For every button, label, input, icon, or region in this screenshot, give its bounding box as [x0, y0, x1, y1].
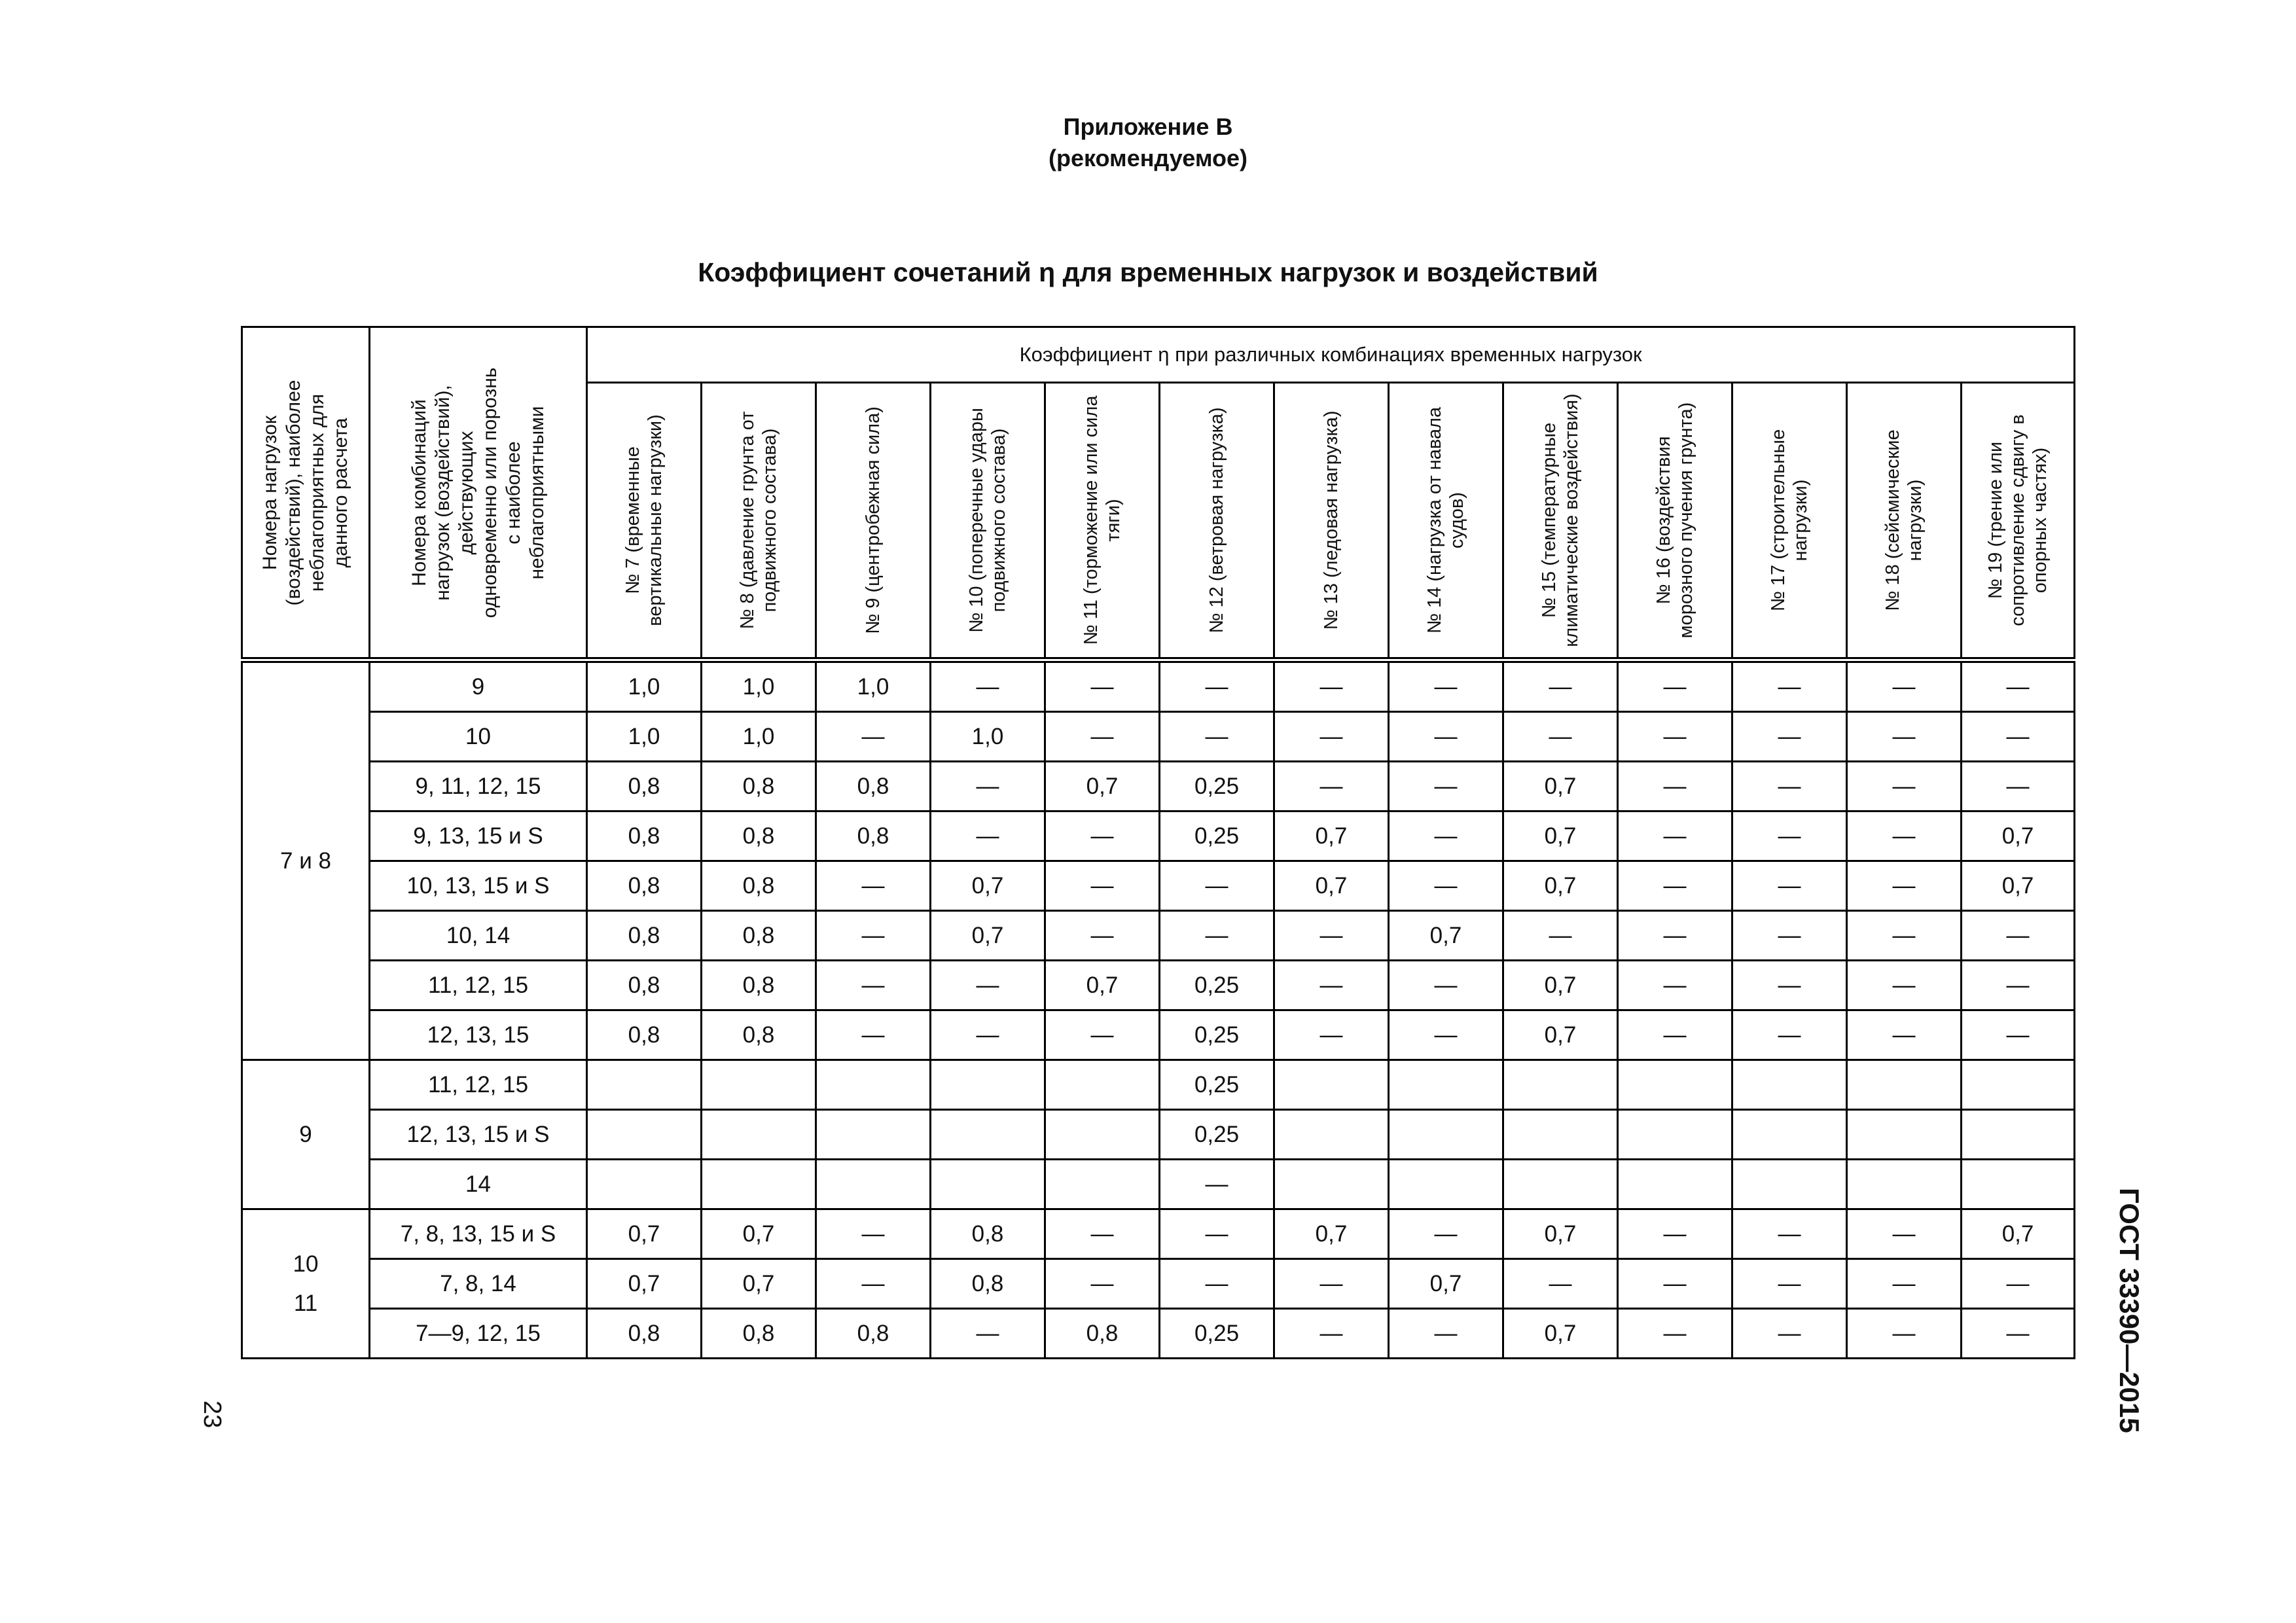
- coefficient-cell: 0,7: [931, 911, 1045, 961]
- coefficient-cell: —: [1045, 861, 1160, 911]
- coefficient-cell: —: [1732, 1209, 1847, 1259]
- load-header-16: [1618, 383, 1732, 660]
- coefficient-cell: —: [1962, 762, 2075, 812]
- load-header-text: № 13 (ледовая нагрузка): [1321, 410, 1342, 630]
- coefficient-cell: —: [1503, 1259, 1618, 1309]
- load-header-text: № 8 (давление грунта от подвижного состава): [737, 411, 780, 630]
- coefficient-cell: 0,7: [1503, 1010, 1618, 1060]
- coefficient-cell: [587, 1060, 702, 1110]
- coefficient-cell: [931, 1160, 1045, 1209]
- group-cell-2: [242, 1060, 370, 1209]
- coefficient-cell: —: [1160, 1259, 1274, 1309]
- coefficient-cell: 0,8: [702, 762, 816, 812]
- coefficient-cell: —: [1732, 911, 1847, 961]
- combination-cell: 9: [370, 660, 587, 712]
- group-label: 10: [293, 1251, 319, 1277]
- coefficient-cell: 1,0: [587, 660, 702, 712]
- coefficient-cell: [1962, 1110, 2075, 1160]
- coefficient-cell: —: [816, 712, 931, 762]
- header-worst-loads: [242, 327, 370, 660]
- coefficient-cell: [1503, 1160, 1618, 1209]
- coefficient-cell: 0,7: [1274, 861, 1389, 911]
- coefficient-cell: —: [931, 961, 1045, 1010]
- coefficient-cell: —: [1962, 911, 2075, 961]
- coefficient-cell: 0,8: [587, 861, 702, 911]
- coefficient-cell: —: [1045, 660, 1160, 712]
- coefficient-cell: [1618, 1160, 1732, 1209]
- appendix-heading: [0, 111, 2296, 174]
- load-header-14: [1389, 383, 1503, 660]
- coefficient-cell: [1618, 1060, 1732, 1110]
- coefficient-cell: —: [1045, 911, 1160, 961]
- header-combinations-text: Номера комбинаций нагрузок (воздействий), действующих одновременно или порознь с наиболее неблагоприятными: [408, 367, 548, 618]
- coefficient-cell: —: [1962, 712, 2075, 762]
- coefficient-cell: —: [1274, 911, 1389, 961]
- coefficient-cell: 0,7: [1962, 1209, 2075, 1259]
- coefficient-cell: 0,8: [702, 961, 816, 1010]
- coefficient-cell: —: [816, 1010, 931, 1060]
- table-row: [242, 1309, 2075, 1359]
- coefficient-cell: 1,0: [587, 712, 702, 762]
- table-row: [242, 911, 2075, 961]
- coefficient-cell: 0,25: [1160, 1309, 1274, 1359]
- coefficient-cell: —: [1618, 660, 1732, 712]
- coefficient-cell: —: [931, 812, 1045, 861]
- table-row: [242, 1160, 2075, 1209]
- group-label: 7 и 8: [280, 847, 331, 874]
- load-header-text: № 14 (нагрузка от навала судов): [1424, 406, 1467, 634]
- coefficient-cell: —: [1618, 911, 1732, 961]
- coefficient-cell: 0,7: [1503, 1209, 1618, 1259]
- coefficient-cell: —: [1618, 961, 1732, 1010]
- load-header-8: [702, 383, 816, 660]
- load-header-15: [1503, 383, 1618, 660]
- coefficient-cell: —: [1160, 1209, 1274, 1259]
- coefficient-cell: —: [1732, 762, 1847, 812]
- coefficient-cell: —: [1847, 1010, 1962, 1060]
- coefficient-cell: —: [1847, 1309, 1962, 1359]
- coefficient-cell: —: [1962, 1259, 2075, 1309]
- combination-cell: 10, 13, 15 и S: [370, 861, 587, 911]
- coefficient-cell: 0,8: [816, 812, 931, 861]
- coefficient-cell: —: [1962, 660, 2075, 712]
- coefficient-cell: 1,0: [702, 660, 816, 712]
- table-row: [242, 1259, 2075, 1309]
- coefficient-cell: —: [1732, 1259, 1847, 1309]
- document-code: ГОСТ 33390—2015: [2114, 1188, 2145, 1433]
- load-header-7: [587, 383, 702, 660]
- coefficient-cell: [1847, 1060, 1962, 1110]
- coefficient-cell: —: [1389, 1010, 1503, 1060]
- coefficient-cell: —: [1389, 861, 1503, 911]
- coefficient-cell: 0,25: [1160, 1060, 1274, 1110]
- coefficient-cell: 0,7: [587, 1209, 702, 1259]
- group-cell-3: [242, 1209, 370, 1359]
- coefficient-cell: [1847, 1160, 1962, 1209]
- coefficient-cell: —: [1732, 1010, 1847, 1060]
- load-header-12: [1160, 383, 1274, 660]
- coefficient-cell: —: [1618, 812, 1732, 861]
- table-row: [242, 1110, 2075, 1160]
- coefficient-cell: —: [1274, 660, 1389, 712]
- coefficient-cell: [1389, 1110, 1503, 1160]
- coefficient-cell: —: [1732, 1309, 1847, 1359]
- coefficient-cell: [816, 1110, 931, 1160]
- coefficient-cell: —: [1045, 1209, 1160, 1259]
- load-header-13: [1274, 383, 1389, 660]
- coefficient-cell: 0,7: [1503, 812, 1618, 861]
- coefficient-cell: [1274, 1160, 1389, 1209]
- coefficient-cell: —: [1732, 660, 1847, 712]
- coefficient-cell: 0,8: [587, 911, 702, 961]
- combination-cell: 10, 14: [370, 911, 587, 961]
- coefficient-cell: —: [1389, 660, 1503, 712]
- coefficient-cell: 0,7: [587, 1259, 702, 1309]
- coefficient-cell: 0,7: [1274, 1209, 1389, 1259]
- coefficient-cell: 1,0: [816, 660, 931, 712]
- coefficient-cell: [1847, 1110, 1962, 1160]
- coefficient-cell: [1732, 1060, 1847, 1110]
- coefficient-cell: [702, 1160, 816, 1209]
- coefficient-cell: —: [1847, 911, 1962, 961]
- coefficient-cell: —: [1847, 1209, 1962, 1259]
- load-header-9: [816, 383, 931, 660]
- combination-cell: 9, 13, 15 и S: [370, 812, 587, 861]
- table-row: [242, 812, 2075, 861]
- coefficient-cell: —: [1274, 1309, 1389, 1359]
- coefficient-cell: 0,7: [931, 861, 1045, 911]
- coefficient-cell: —: [1618, 1309, 1732, 1359]
- coefficient-cell: —: [931, 1309, 1045, 1359]
- coefficient-cell: [1503, 1060, 1618, 1110]
- table-title: Коэффициент сочетаний η для временных нагрузок и воздействий: [698, 257, 1598, 287]
- combination-cell: 7—9, 12, 15: [370, 1309, 587, 1359]
- coefficient-cell: —: [1618, 861, 1732, 911]
- load-header-18: [1847, 383, 1962, 660]
- coefficient-cell: 0,7: [1045, 762, 1160, 812]
- coefficient-cell: —: [1618, 762, 1732, 812]
- coefficient-cell: —: [1618, 712, 1732, 762]
- table-row: [242, 712, 2075, 762]
- coefficient-cell: 0,8: [702, 1309, 816, 1359]
- header-combinations: [370, 327, 587, 660]
- load-header-19: [1962, 383, 2075, 660]
- coefficient-cell: [702, 1060, 816, 1110]
- group-label: 9: [299, 1121, 312, 1147]
- coefficient-cell: 0,7: [1045, 961, 1160, 1010]
- coefficient-cell: —: [816, 1209, 931, 1259]
- coefficient-cell: —: [1045, 812, 1160, 861]
- coefficient-cell: —: [1618, 1259, 1732, 1309]
- coefficient-cell: [1732, 1110, 1847, 1160]
- coefficient-cell: —: [1503, 660, 1618, 712]
- coefficient-cell: —: [1274, 762, 1389, 812]
- coefficient-cell: —: [816, 1259, 931, 1309]
- coefficient-cell: 0,7: [1962, 861, 2075, 911]
- coefficient-cell: [587, 1110, 702, 1160]
- coefficient-cell: —: [1045, 1010, 1160, 1060]
- coefficient-cell: 0,8: [587, 762, 702, 812]
- coefficient-cell: —: [816, 861, 931, 911]
- coefficient-cell: 0,8: [702, 911, 816, 961]
- coefficient-cell: [1389, 1160, 1503, 1209]
- coefficient-cell: —: [1618, 1209, 1732, 1259]
- combination-cell: 11, 12, 15: [370, 961, 587, 1010]
- coefficient-cell: —: [1160, 660, 1274, 712]
- coefficient-cell: —: [1160, 911, 1274, 961]
- combination-cell: 14: [370, 1160, 587, 1209]
- coefficient-cell: [1618, 1110, 1732, 1160]
- coefficient-cell: 0,25: [1160, 1010, 1274, 1060]
- page-number-box: [196, 1400, 236, 1440]
- coefficient-cell: —: [1847, 660, 1962, 712]
- coefficient-cell: —: [1847, 1259, 1962, 1309]
- coefficient-cell: [1045, 1060, 1160, 1110]
- coefficient-cell: 0,8: [587, 961, 702, 1010]
- coefficient-table: [241, 326, 2075, 1359]
- coefficient-cell: [702, 1110, 816, 1160]
- coefficient-cell: —: [1160, 1160, 1274, 1209]
- coefficient-cell: —: [1503, 911, 1618, 961]
- coefficient-cell: 0,8: [931, 1209, 1045, 1259]
- load-header-text: № 17 (строительные нагрузки): [1768, 429, 1811, 612]
- load-header-text: № 11 (торможение или сила тяги): [1081, 395, 1124, 645]
- coefficient-cell: —: [816, 911, 931, 961]
- coefficient-cell: 0,8: [816, 762, 931, 812]
- coefficient-cell: —: [1274, 1259, 1389, 1309]
- coefficient-cell: 0,7: [1962, 812, 2075, 861]
- coefficient-cell: —: [1389, 1309, 1503, 1359]
- header-coefficient-group: Коэффициент η при различных комбинациях временных нагрузок: [587, 327, 2075, 383]
- table-row: [242, 660, 2075, 712]
- combination-cell: 10: [370, 712, 587, 762]
- coefficient-cell: —: [1389, 762, 1503, 812]
- load-header-text: № 12 (ветровая нагрузка): [1206, 407, 1227, 633]
- coefficient-cell: [1962, 1060, 2075, 1110]
- coefficient-cell: [1045, 1110, 1160, 1160]
- combination-cell: 7, 8, 13, 15 и S: [370, 1209, 587, 1259]
- table-row: [242, 861, 2075, 911]
- coefficient-cell: —: [1732, 812, 1847, 861]
- coefficient-cell: 0,7: [1274, 812, 1389, 861]
- load-header-text: № 10 (поперечные удары подвижного состава): [966, 408, 1009, 633]
- coefficient-cell: 0,8: [1045, 1309, 1160, 1359]
- coefficient-cell: —: [1160, 861, 1274, 911]
- coefficient-cell: [1274, 1060, 1389, 1110]
- coefficient-cell: [1962, 1160, 2075, 1209]
- coefficient-cell: 0,7: [1503, 762, 1618, 812]
- coefficient-cell: —: [1618, 1010, 1732, 1060]
- coefficient-cell: 0,7: [1503, 961, 1618, 1010]
- coefficient-cell: —: [1847, 961, 1962, 1010]
- coefficient-cell: —: [931, 1010, 1045, 1060]
- table-row: [242, 1010, 2075, 1060]
- coefficient-cell: —: [1847, 762, 1962, 812]
- coefficient-cell: —: [1389, 961, 1503, 1010]
- load-header-17: [1732, 383, 1847, 660]
- coefficient-cell: —: [1847, 812, 1962, 861]
- coefficient-cell: —: [1962, 961, 2075, 1010]
- load-header-text: № 15 (температурные климатические воздействия): [1539, 393, 1582, 647]
- coefficient-cell: [816, 1060, 931, 1110]
- coefficient-cell: —: [931, 660, 1045, 712]
- coefficient-cell: 0,7: [702, 1209, 816, 1259]
- coefficient-cell: 0,7: [1503, 861, 1618, 911]
- coefficient-cell: —: [1389, 812, 1503, 861]
- coefficient-cell: 0,7: [1503, 1309, 1618, 1359]
- coefficient-cell: 0,7: [1389, 911, 1503, 961]
- coefficient-cell: [1732, 1160, 1847, 1209]
- coefficient-cell: 0,25: [1160, 762, 1274, 812]
- coefficient-cell: —: [1962, 1309, 2075, 1359]
- coefficient-cell: —: [1732, 712, 1847, 762]
- appendix-status: (рекомендуемое): [1049, 145, 1247, 171]
- table-row: [242, 1209, 2075, 1259]
- coefficient-cell: —: [1045, 712, 1160, 762]
- coefficient-cell: —: [1045, 1259, 1160, 1309]
- coefficient-cell: [1389, 1060, 1503, 1110]
- coefficient-cell: [816, 1160, 931, 1209]
- coefficient-cell: 0,8: [702, 812, 816, 861]
- load-header-10: [931, 383, 1045, 660]
- coefficient-cell: 0,8: [587, 1309, 702, 1359]
- coefficient-cell: —: [1274, 712, 1389, 762]
- coefficient-cell: 0,8: [702, 861, 816, 911]
- page-number: 23: [198, 1400, 226, 1429]
- coefficient-cell: —: [1274, 1010, 1389, 1060]
- document-code-sidebar: [2093, 1188, 2191, 1450]
- coefficient-cell: [931, 1110, 1045, 1160]
- coefficient-cell: [1274, 1110, 1389, 1160]
- coefficient-cell: —: [1503, 712, 1618, 762]
- coefficient-cell: [587, 1160, 702, 1209]
- coefficient-cell: [1503, 1110, 1618, 1160]
- combination-cell: 12, 13, 15 и S: [370, 1110, 587, 1160]
- coefficient-cell: —: [1732, 961, 1847, 1010]
- coefficient-cell: —: [931, 762, 1045, 812]
- combination-cell: 12, 13, 15: [370, 1010, 587, 1060]
- coefficient-cell: —: [1389, 1209, 1503, 1259]
- load-header-11: [1045, 383, 1160, 660]
- coefficient-cell: [1045, 1160, 1160, 1209]
- coefficient-cell: —: [1847, 861, 1962, 911]
- coefficient-cell: 0,8: [931, 1259, 1045, 1309]
- coefficient-cell: —: [1847, 712, 1962, 762]
- load-header-text: № 19 (трение или сопротивление сдвигу в опорных частях): [1985, 414, 2051, 626]
- combination-cell: 7, 8, 14: [370, 1259, 587, 1309]
- combination-cell: 11, 12, 15: [370, 1060, 587, 1110]
- table-row: [242, 961, 2075, 1010]
- coefficient-cell: 0,25: [1160, 1110, 1274, 1160]
- header-worst-loads-text: Номера нагрузок (воздействий), наиболее неблагоприятных для данного расчета: [259, 380, 351, 605]
- coefficient-cell: [931, 1060, 1045, 1110]
- coefficient-cell: —: [1160, 712, 1274, 762]
- coefficient-cell: —: [1274, 961, 1389, 1010]
- coefficient-cell: 0,8: [587, 1010, 702, 1060]
- group-label: 11: [293, 1290, 318, 1316]
- coefficient-cell: 0,25: [1160, 961, 1274, 1010]
- group-cell-1: [242, 660, 370, 1060]
- coefficient-cell: —: [1962, 1010, 2075, 1060]
- combination-cell: 9, 11, 12, 15: [370, 762, 587, 812]
- appendix-label: Приложение В: [1063, 113, 1233, 140]
- load-header-text: № 18 (сейсмические нагрузки): [1882, 429, 1926, 611]
- coefficient-cell: 0,8: [816, 1309, 931, 1359]
- load-header-text: № 7 (временные вертикальные нагрузки): [622, 414, 666, 626]
- coefficient-cell: 0,25: [1160, 812, 1274, 861]
- coefficient-cell: —: [1389, 712, 1503, 762]
- coefficient-cell: 1,0: [702, 712, 816, 762]
- load-header-text: № 16 (воздействия морозного пучения грунта): [1653, 402, 1696, 639]
- coefficient-cell: 1,0: [931, 712, 1045, 762]
- table-row: [242, 1060, 2075, 1110]
- load-header-text: № 9 (центробежная сила): [863, 406, 884, 634]
- coefficient-cell: 0,7: [702, 1259, 816, 1309]
- coefficient-cell: 0,8: [702, 1010, 816, 1060]
- coefficient-cell: —: [816, 961, 931, 1010]
- table-row: [242, 762, 2075, 812]
- coefficient-cell: 0,7: [1389, 1259, 1503, 1309]
- coefficient-cell: —: [1732, 861, 1847, 911]
- coefficient-cell: 0,8: [587, 812, 702, 861]
